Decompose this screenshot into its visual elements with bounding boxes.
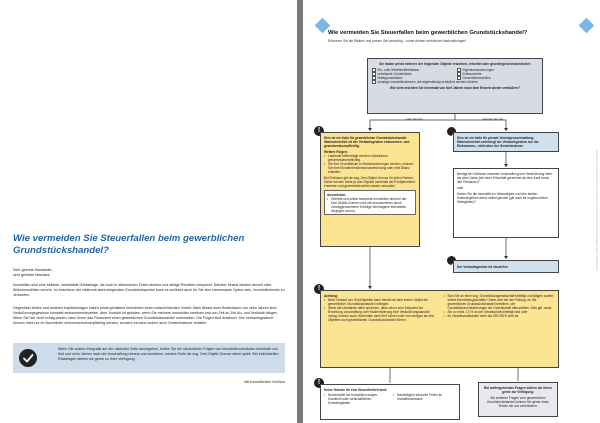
- property-option[interactable]: Gewerbeimmobilien: [457, 76, 538, 80]
- list-item: • Notverkäufe bei Immobilien wegen: Krankheit oder wirtschaftlichen Schwierigkeiten: [324, 393, 387, 405]
- self-use-question: Haben Sie die Immobilie im Verkaufsjahr und den beiden Kalenderjahren davor selbst genutzt (gilt auch für ungebrochene Kleingärten)?: [457, 192, 548, 204]
- exclamation-icon: !: [314, 378, 324, 388]
- property-option[interactable]: Mietsgrundstücke: [372, 76, 453, 80]
- tax-free-box: Der Verkaufsgewinn ist steuerfrei.: [453, 260, 559, 273]
- exceptions-title: Ausnahmen:: [327, 192, 347, 197]
- infographic-title: Wie vermeiden Sie Steuerfallen beim gewerblichen Grundstückshandel?: [328, 30, 528, 36]
- property-option[interactable]: Erbbaurechte: [457, 72, 538, 76]
- question-box-title: Sie haben privat mehrere der folgenden Objekte erworben, errichtet oder grundlegend modernisiert:: [379, 62, 531, 66]
- checkmark-icon: [19, 349, 37, 367]
- list-item: • Sie zu mind. 10 % an der Gesellschaft beteiligt sind oder: [444, 310, 556, 314]
- branch-label-yes: mehr als drei: [405, 117, 423, 121]
- question-box: [367, 58, 543, 114]
- private-asset-box: Dies ist ein Indiz für private Vermögensverwaltung. Wahrscheinlich unterliegt der Verkaufsgewinn nur der Einkommen-, nicht aber der Gewerbesteuer.: [453, 132, 559, 152]
- contact-box: [478, 382, 558, 417]
- or-label: oder: [457, 186, 464, 190]
- attention-title: Achtung:: [324, 294, 338, 298]
- property-option[interactable]: Ein- oder Mehrfamilienhäuser: [372, 68, 453, 72]
- trade-indication-lead: Dies ist ein Indiz für gewerblichen Grundstückshandel. Wahrscheinlich ist der Verkaufsgewinn einkommen- und gewerbesteuerpflichtig.: [324, 136, 410, 148]
- contact-title: Bei weitergehenden Fragen stehen wir Ihnen gerne zur Verfügung.: [484, 386, 552, 394]
- page-title: Wie vermeiden Sie Steuerfallen beim gewerblichen Grundstückshandel?: [13, 233, 245, 256]
- list-item: • Die Ihre Grundstücke zu Betriebsvermögen werden, müssen Sie eine Einnahmenüberschussrechnung oder eine Bilanz erstellen.: [324, 162, 416, 174]
- exclamation-icon: !: [314, 126, 324, 136]
- no-exemption-title: Keine Gründe für eine Steuerfreiheit sind:: [324, 388, 388, 392]
- salutation: [13, 268, 285, 278]
- checkbox-icon: [457, 68, 461, 72]
- further-consequences-list: [324, 154, 416, 174]
- right-page: [303, 0, 600, 423]
- info-callout-text: Wenn Sie unsere Infografik auf der nächsten Seite durchgehen, finden Sie die steuerlichen Folgen von Immobilienverkäufen innerhalb von fünf und zehn Jahren nach der Anschaffung heraus und verstehen, welche Rolle die sog. Drei-Objekt-Grenze dabei spielt. Bei individuellen Rückfragen stehen wir gerne zu Ihrer Verfügung.: [58, 347, 279, 361]
- exceptions-box: [324, 190, 416, 215]
- holding-period-question-box: [453, 168, 559, 238]
- no-exemption-reasons-box: [320, 384, 460, 420]
- list-item: • Nachträglich erkannte Fehler im Investitionsmodell: [393, 393, 456, 401]
- checkbox-icon: [457, 72, 461, 76]
- list-item: • Sind Sie an einer sog. Grundstücksgesellschaft beteiligt und tätigen zudem selbst Immobiliengeschäfte? Dann wird bei der Prüfung, ob Sie gewerblichen Grundstückshandel betreiben, der Grundstücksveräußerungen der Gesellschaft mitzuzählen. Dies gilt, wenn:: [444, 294, 556, 310]
- property-type-grid: [372, 68, 538, 80]
- property-option[interactable]: Eigentumswohnungen: [457, 68, 538, 72]
- checkbox-icon: [372, 72, 376, 76]
- checkbox-icon: [372, 68, 376, 72]
- infographic-subtitle: Erkennen Sie die Risiken und planen Sie umsichtig – sonst drohen erhebliche Nachzahlungen!: [328, 39, 467, 43]
- left-page: [0, 0, 297, 423]
- question-text: Wie viele möchten Sie innerhalb von fünf Jahren nach dem Erwerb wieder veräußern?: [389, 86, 521, 90]
- property-option[interactable]: unbebaute Grundstücke: [372, 72, 453, 76]
- intro-paragraph: Immobilien sind eine beliebte, wertstabile Geldanlage, die auch in stürmischen Zeiten sichere und stetige Renditen verspricht. Darüber hinaus werden derzeit viele Wohnimmobilien vererbt. Im Anschluss der vielerorts stark steigenden Grundstückspreise kann es vielleicht auch für Sie eine interessante Option sein, Immobilienbesitz zu verkaufen.: [13, 283, 285, 297]
- salutation-line-1: Sehr geehrte Mandantin,: [13, 268, 53, 272]
- list-item: • Geerbte und selbst bewohnte Immobilien sind bei der Drei-Objekt-Grenze nicht mit einzubeziehen durch vorweggenommene Erbfolge übertragene Immobilien hingegen schon).: [327, 197, 413, 213]
- exclamation-icon: !: [314, 284, 324, 294]
- closing-greeting: Mit freundlichen Grüßen: [244, 380, 285, 384]
- side-disclaimer: Alle Angaben nach bestem Wissen und Gewissen. Keine Haftung für Inhalt und Vollständigkeit. Stand: Mandanten-Info: [595, 150, 597, 271]
- checkbox-icon: [372, 76, 376, 80]
- further-consequences-title: Weitere Folgen:: [324, 150, 348, 154]
- info-callout: [13, 343, 285, 373]
- attention-box: [320, 290, 559, 368]
- warning-paragraph: Gegenüber Aktien und anderen Kapitalanlagen haben privat gehaltene Immobilien einen entscheidenden Vorteil: Nach Ablauf einer Besitzdauer von zehn Jahren sind Veräußerungsgewinne komplett einkommensteuerfrei. Aber Vorsicht ist geboten, wenn Sie mehrere Immobilien besitzen und von Zeit zu Zeit An- und Verkäufe tätigen. Wenn Sie hier nicht richtig planen, kann Ihnen das Finanzamt einen gewerblichen Grundstückshandel unterstellen. Die Folgen sind drastisch: Ihre Verkaufsgewinne können nicht nur im Nachhinein einkommensteuerpflichtig werden, sondern es kann zudem auch Gewerbesteuer anfallen.: [13, 306, 278, 325]
- spouse-note: Bei Ehelosen gilt die sog. Drei-Objekt-Grenze für jeden Partner. Daher können beide je drei Objekte innerhalb der Fünfjahresfrist erwerben und gewerbesteuerfrei wieder verkaufen.: [324, 176, 415, 188]
- list-item: • Beim Verkauf von Großobjekten kann bereits ab dem ersten Objekt ein gewerblicher Grundstückshandel vorliegen.: [324, 298, 436, 306]
- salutation-line-2: sehr geehrter Mandant,: [13, 272, 51, 277]
- branch-label-no: weniger als vier: [482, 117, 504, 121]
- list-item: • Laufende Mieterträge werden rückwirkend gewerbesteuerpflichtig.: [324, 154, 416, 162]
- checkbox-icon: [372, 80, 376, 84]
- contact-text: Bei weiteren Fragen zum gewerblichen Grundstückshandel können Sie gerne einen Termin mit uns vereinbaren.: [486, 396, 550, 408]
- trade-indication-box: [320, 132, 420, 247]
- list-item: • Wenn die Umstände dafür sprechen, dass schon zum Zeitpunkt der Errichtung, Anschaffung oder Modernisierung eine Veräußerungsabsicht vorlag, können auch Vorbehalte nach fünf Jahren oder von weniger als drei Objekten zum gewerblichen Grundstückshandel führen.: [324, 306, 436, 322]
- holding-period-question: Beträgt der Zeitraum zwischen Anschaffung und Veräußerung mehr als zehn Jahre (bei einer Erbschaft gerechnet ab dem Kauf durch den Erblasser)?: [457, 172, 553, 184]
- property-option-other[interactable]: sonstige Immobilienformen, die eigenständig veräußert werden können: [372, 80, 538, 84]
- list-item: • Ihr Gesellschaftsanteil mehr als 250.000 € wert ist.: [444, 314, 556, 318]
